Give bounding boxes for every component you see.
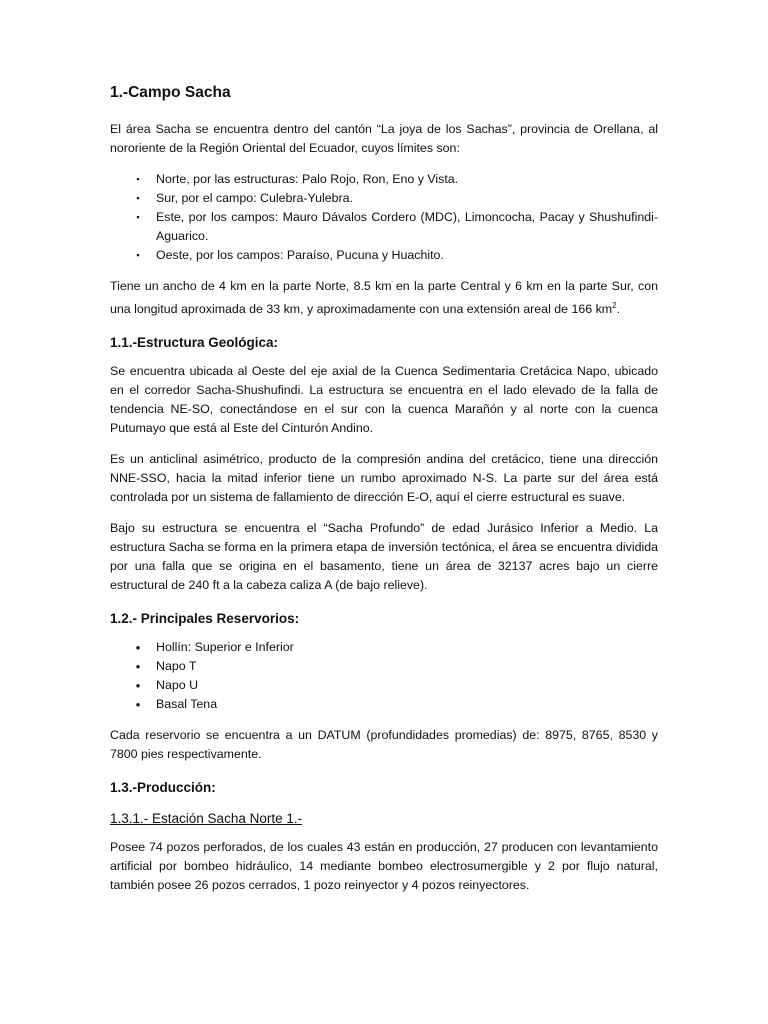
geology-paragraph-2: Es un anticlinal asimétrico, producto de la compresión andina del cretácico, tiene una dirección NNE-SSO, hacia la mitad inferior tiene un rumbo aproximado N-S. La parte sur del área está controlada por un sistema de fallamiento de dirección E-O, aquí el cierre estructural es suave. (110, 452, 658, 505)
geology-paragraph-3: Bajo su estructura se encuentra el “Sacha Profundo” de edad Jurásico Inferior a Medio. La estructura Sacha se forma en la primera etapa de inversión tectónica, el área se encuentra dividida por una falla que se origina en el basamento, tiene un área de 32137 acres bajo un cierre estructural de 240 ft a la cabeza caliza A (de bajo relieve). (110, 521, 658, 593)
dimensions-paragraph: Tiene un ancho de 4 km en la parte Norte, 8.5 km en la parte Central y 6 km en la parte Sur, con una longitud aproximada de 33 km, y aproximadamente con una extensión areal de 166 $km^2$. (110, 279, 658, 317)
dot-bullet-icon: • (135, 697, 141, 713)
square-bullet-icon: ▪ (136, 212, 140, 222)
list-item: ▪ Norte, por las estructuras: Palo Rojo, Ron, Eno y Vista. (110, 170, 658, 189)
limits-list (110, 170, 658, 265)
square-bullet-icon: ▪ (136, 174, 140, 184)
geology-paragraph-1: Se encuentra ubicada al Oeste del eje axial de la Cuenca Sedimentaria Cretácica Napo, ubicado en el corredor Sacha-Shushufindi. La estructura se encuentra en el lado elevado de la falla de tendencia NE-SO, conectándose en el sur con la cuenca Marañón y al norte con la cuenca Putumayo que está al Este del Cinturón Andino. (110, 364, 658, 436)
list-item: ▪ Sur, por el campo: Culebra-Yulebra. (110, 189, 658, 208)
reservoirs-list (110, 638, 658, 714)
square-bullet-icon: ▪ (136, 250, 140, 260)
intro-paragraph: El área Sacha se encuentra dentro del cantón “La joya de los Sachas”, provincia de Orellana, al nororiente de la Región Oriental del Ecuador, cuyos límites son: (110, 122, 658, 155)
station-paragraph: Posee 74 pozos perforados, de los cuales 43 están en producción, 27 producen con levantamiento artificial por bombeo hidráulico, 14 mediante bombeo electrosumergible y 2 por flujo natural, también posee 26 pozos cerrados, 1 pozo reinyector y 4 pozos reinyectores. (110, 840, 658, 893)
section-heading-1-2: 1.2.- Principales Reservorios: (110, 611, 300, 627)
list-item: • Napo U (110, 676, 658, 695)
dot-bullet-icon: • (135, 640, 141, 656)
dot-bullet-icon: • (135, 659, 141, 675)
list-item: • Napo T (110, 657, 658, 676)
list-item: • Basal Tena (110, 695, 658, 714)
dot-bullet-icon: • (135, 678, 141, 694)
list-item: ▪ Oeste, por los campos: Paraíso, Pucuna y Huachito. (110, 246, 658, 265)
list-item: • Hollín: Superior e Inferior (110, 638, 658, 657)
section-heading-1-1: 1.1.-Estructura Geológica: (110, 335, 279, 351)
section-heading-1-3-1: 1.3.1.- Estación Sacha Norte 1.- (110, 811, 303, 827)
datum-paragraph: Cada reservorio se encuentra a un DATUM (profundidades promedias) de: 8975, 8765, 8530 y 7800 pies respectivamente. (110, 728, 658, 762)
list-item: ▪ Este, por los campos: Mauro Dávalos Cordero (MDC), Limoncocha, Pacay y Shushufindi-Aguarico. (110, 208, 658, 246)
square-bullet-icon: ▪ (136, 193, 140, 203)
section-heading-1-3: 1.3.-Producción: (110, 780, 216, 796)
page-title: 1.-Campo Sacha (110, 84, 231, 101)
